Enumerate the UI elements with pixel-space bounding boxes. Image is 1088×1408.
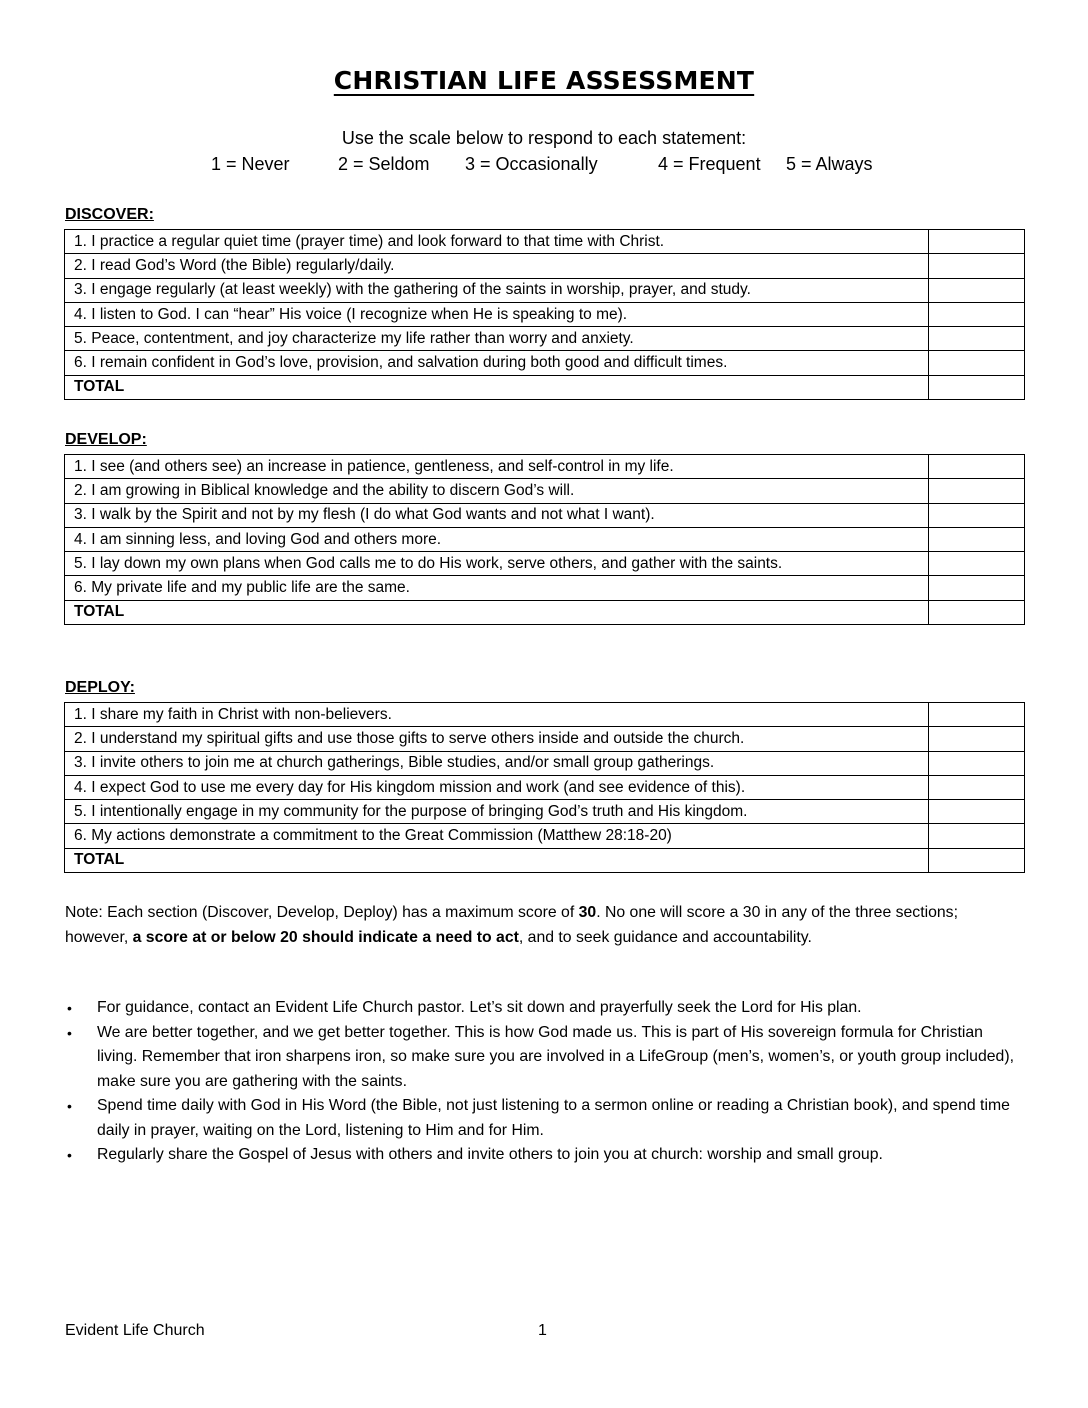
statement: 2. I read God’s Word (the Bible) regularly/daily.: [65, 254, 929, 278]
table-row: [65, 800, 1025, 824]
table-row: [65, 455, 1025, 479]
total-row: [65, 375, 1025, 399]
bullet-icon: •: [67, 1147, 72, 1163]
score-cell[interactable]: [929, 527, 1025, 551]
statement: 3. I invite others to join me at church gatherings, Bible studies, and/or small group gatherings.: [65, 751, 929, 775]
table-row: [65, 302, 1025, 326]
table-row: [65, 278, 1025, 302]
score-cell[interactable]: [929, 351, 1025, 375]
table-row: [65, 775, 1025, 799]
total-label: TOTAL: [65, 375, 929, 399]
scale-option-3: 3 = Occasionally: [465, 154, 598, 174]
section-heading-develop: DEVELOP:: [65, 431, 147, 448]
score-cell[interactable]: [929, 479, 1025, 503]
section-heading-discover: DISCOVER:: [65, 206, 154, 223]
list-item-text: We are better together, and we get better together. This is how God made us. This is part of His sovereign formula for Christian living. Remember that iron sharpens iron, so make sure you are involved in a LifeGroup (men’s, women’s, or youth group included), make sure you are gathering with the saints.: [97, 1023, 1014, 1090]
list-item: [65, 1094, 1025, 1143]
statement: 1. I share my faith in Christ with non-believers.: [65, 703, 929, 727]
table-row: [65, 503, 1025, 527]
scale-option-2: 2 = Seldom: [338, 154, 430, 174]
statement: 3. I walk by the Spirit and not by my flesh (I do what God wants and not what I want).: [65, 503, 929, 527]
score-cell[interactable]: [929, 775, 1025, 799]
score-cell[interactable]: [929, 552, 1025, 576]
table-row: [65, 254, 1025, 278]
total-row: [65, 600, 1025, 624]
guidance-list: [65, 996, 1025, 1168]
note-text: , and to seek guidance and accountability.: [518, 929, 812, 946]
list-item-text: Regularly share the Gospel of Jesus with others and invite others to join you at church: worship and small group.: [97, 1146, 883, 1163]
table-row: [65, 351, 1025, 375]
score-cell[interactable]: [929, 576, 1025, 600]
list-item-text: Spend time daily with God in His Word (the Bible, not just listening to a sermon online or reading a Christian book), and spend time daily in prayer, waiting on the Lord, listening to Him and for Him.: [97, 1097, 1010, 1139]
total-label: TOTAL: [65, 600, 929, 624]
total-score-cell[interactable]: [929, 375, 1025, 399]
table-row: [65, 576, 1025, 600]
total-score-cell[interactable]: [929, 600, 1025, 624]
page-number: 1: [538, 1322, 547, 1339]
statement: 5. I intentionally engage in my community for the purpose of bringing God’s truth and His kingdom.: [65, 800, 929, 824]
table-row: [65, 751, 1025, 775]
bullet-icon: •: [67, 1098, 72, 1114]
total-label: TOTAL: [65, 848, 929, 872]
statement: 4. I listen to God. I can “hear” His voice (I recognize when He is speaking to me).: [65, 302, 929, 326]
page-title: CHRISTIAN LIFE ASSESSMENT: [333, 66, 755, 95]
note-text: . No one will score a 30 in any of the three sections; however,: [65, 904, 958, 946]
note-emphasis: a score at or below 20 should indicate a need to act: [132, 929, 519, 946]
deploy-table: [64, 702, 1025, 873]
statement: 2. I understand my spiritual gifts and use those gifts to serve others inside and outside the church.: [65, 727, 929, 751]
table-row: [65, 727, 1025, 751]
scale-option-4: 4 = Frequent: [658, 154, 761, 174]
statement: 3. I engage regularly (at least weekly) with the gathering of the saints in worship, prayer, and study.: [65, 278, 929, 302]
develop-table: [64, 454, 1025, 625]
statement: 6. My private life and my public life are the same.: [65, 576, 929, 600]
table-row: [65, 479, 1025, 503]
note-max-score: 30: [578, 904, 597, 921]
total-row: [65, 848, 1025, 872]
statement: 4. I am sinning less, and loving God and others more.: [65, 527, 929, 551]
statement: 1. I see (and others see) an increase in patience, gentleness, and self-control in my life.: [65, 455, 929, 479]
score-cell[interactable]: [929, 302, 1025, 326]
score-cell[interactable]: [929, 824, 1025, 848]
bullet-icon: •: [67, 1024, 72, 1041]
score-cell[interactable]: [929, 254, 1025, 278]
table-row: [65, 824, 1025, 848]
statement: 4. I expect God to use me every day for His kingdom mission and work (and see evidence of this).: [65, 775, 929, 799]
list-item: [65, 1143, 1025, 1168]
table-row: [65, 230, 1025, 254]
section-heading-deploy: DEPLOY:: [65, 679, 135, 696]
total-score-cell[interactable]: [929, 848, 1025, 872]
score-cell[interactable]: [929, 327, 1025, 351]
score-cell[interactable]: [929, 230, 1025, 254]
score-cell[interactable]: [929, 703, 1025, 727]
statement: 1. I practice a regular quiet time (prayer time) and look forward to that time with Christ.: [65, 230, 929, 254]
scale-option-1: 1 = Never: [211, 154, 290, 174]
score-cell[interactable]: [929, 751, 1025, 775]
footer-organization: Evident Life Church: [65, 1322, 205, 1339]
table-row: [65, 327, 1025, 351]
note-text: Note: Each section (Discover, Develop, Deploy) has a maximum score of: [65, 904, 579, 921]
scale-instructions: Use the scale below to respond to each statement:: [341, 128, 747, 148]
bullet-icon: •: [67, 1000, 72, 1016]
list-item: [65, 1021, 1025, 1095]
table-row: [65, 703, 1025, 727]
scoring-note: [65, 900, 1025, 950]
list-item-text: For guidance, contact an Evident Life Church pastor. Let’s sit down and prayerfully seek the Lord for His plan.: [97, 999, 862, 1016]
score-cell[interactable]: [929, 503, 1025, 527]
score-cell[interactable]: [929, 455, 1025, 479]
discover-table: [64, 229, 1025, 400]
list-item: [65, 996, 1025, 1021]
statement: 5. Peace, contentment, and joy characterize my life rather than worry and anxiety.: [65, 327, 929, 351]
score-cell[interactable]: [929, 278, 1025, 302]
scale-option-5: 5 = Always: [786, 154, 873, 174]
statement: 6. My actions demonstrate a commitment to the Great Commission (Matthew 28:18-20): [65, 824, 929, 848]
score-cell[interactable]: [929, 727, 1025, 751]
table-row: [65, 552, 1025, 576]
score-cell[interactable]: [929, 800, 1025, 824]
statement: 2. I am growing in Biblical knowledge and the ability to discern God’s will.: [65, 479, 929, 503]
statement: 5. I lay down my own plans when God calls me to do His work, serve others, and gather with the saints.: [65, 552, 929, 576]
statement: 6. I remain confident in God’s love, provision, and salvation during both good and difficult times.: [65, 351, 929, 375]
table-row: [65, 527, 1025, 551]
